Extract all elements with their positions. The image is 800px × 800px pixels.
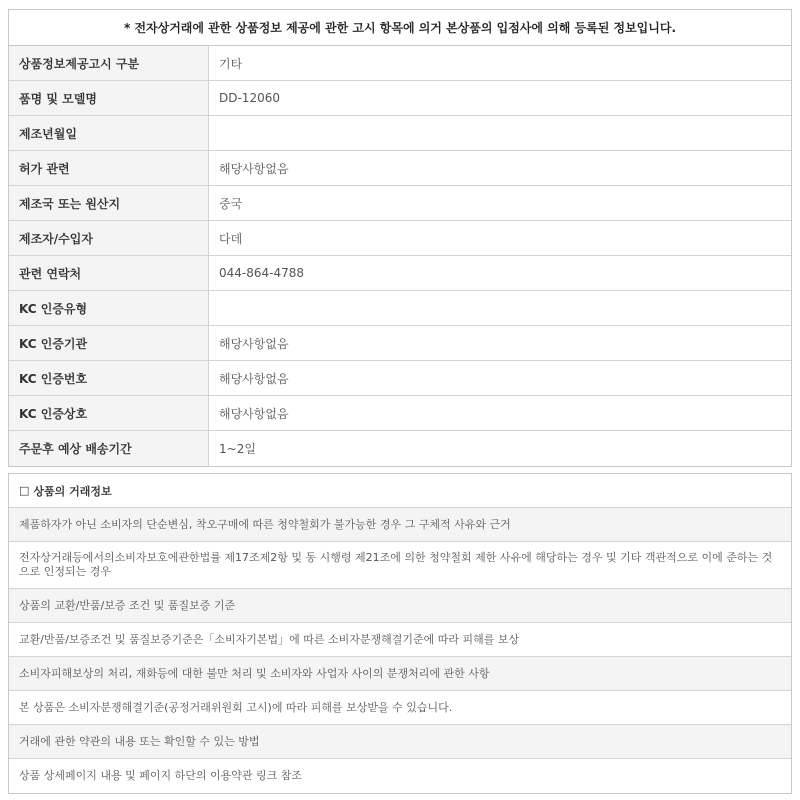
notice-value: 다데 [219, 231, 243, 246]
notice-row [9, 361, 791, 396]
notice-value [209, 116, 791, 150]
notice-value [209, 291, 791, 325]
notice-row [9, 326, 791, 361]
trade-info-header [9, 474, 791, 508]
trade-question: 제품하자가 아닌 소비자의 단순변심, 착오구매에 따른 청약철회가 불가능한 경우 그 구체적 사유와 근거 [9, 508, 791, 542]
trade-answer: 교환/반품/보증조건 및 품질보증기준은「소비자기본법」에 따른 소비자분쟁해결기준에 따라 피해를 보상 [9, 623, 791, 657]
notice-label: KC 인증번호 [9, 361, 209, 395]
notice-row [9, 151, 791, 186]
notice-value: 044-864-4788 [219, 266, 305, 280]
product-notice-table [8, 9, 792, 467]
trade-question: 거래에 관한 약관의 내용 또는 확인할 수 있는 방법 [9, 725, 791, 759]
notice-label: 제조년월일 [9, 116, 209, 150]
notice-label: 상품정보제공고시 구분 [9, 46, 209, 80]
notice-row [9, 221, 791, 256]
notice-row [9, 46, 791, 81]
notice-label: KC 인증기관 [9, 326, 209, 360]
notice-label: 품명 및 모델명 [9, 81, 209, 115]
trade-answer: 전자상거래등에서의소비자보호에관한법률 제17조제2항 및 동 시행령 제21조에 의한 청약철회 제한 사유에 해당하는 경우 및 기타 객관적으로 이에 준하는 것으로 인정되는 경우 [9, 542, 791, 589]
notice-label: 제조국 또는 원산지 [9, 186, 209, 220]
notice-value: 기타 [219, 56, 243, 71]
notice-row [9, 256, 791, 291]
trade-info-title: 상품의 거래정보 [33, 484, 112, 498]
notice-value: 해당사항없음 [219, 336, 289, 351]
notice-row [9, 291, 791, 326]
notice-row [9, 116, 791, 151]
notice-label: 제조자/수입자 [9, 221, 209, 255]
notice-label: 허가 관련 [9, 151, 209, 185]
notice-row [9, 431, 791, 466]
notice-value: 해당사항없음 [219, 371, 289, 386]
trade-question: 상품의 교환/반품/보증 조건 및 품질보증 기준 [9, 589, 791, 623]
notice-label: KC 인증상호 [9, 396, 209, 430]
notice-label: KC 인증유형 [9, 291, 209, 325]
notice-value: DD-12060 [219, 91, 280, 105]
trade-info-table [8, 473, 792, 794]
notice-value: 해당사항없음 [219, 406, 289, 421]
notice-value: 중국 [219, 196, 243, 211]
trade-answer: 상품 상세페이지 내용 및 페이지 하단의 이용약관 링크 참조 [19, 769, 302, 782]
notice-row [9, 396, 791, 431]
checkbox-square-icon: □ [19, 484, 30, 497]
notice-row [9, 81, 791, 116]
trade-answer: 본 상품은 소비자분쟁해결기준(공정거래위원회 고시)에 따라 피해를 보상받을 수 있습니다. [9, 691, 791, 725]
notice-header: * 전자상거래에 관한 상품정보 제공에 관한 고시 항목에 의거 본상품의 입점사에 의해 등록된 정보입니다. [9, 10, 791, 46]
notice-value: 1~2일 [219, 442, 256, 456]
notice-row [9, 186, 791, 221]
trade-question: 소비자피해보상의 처리, 재화등에 대한 불만 처리 및 소비자와 사업자 사이의 분쟁처리에 관한 사항 [9, 657, 791, 691]
notice-value: 해당사항없음 [219, 161, 289, 176]
product-info-container [8, 9, 792, 794]
notice-label: 관련 연락처 [9, 256, 209, 290]
notice-label: 주문후 예상 배송기간 [9, 431, 209, 466]
